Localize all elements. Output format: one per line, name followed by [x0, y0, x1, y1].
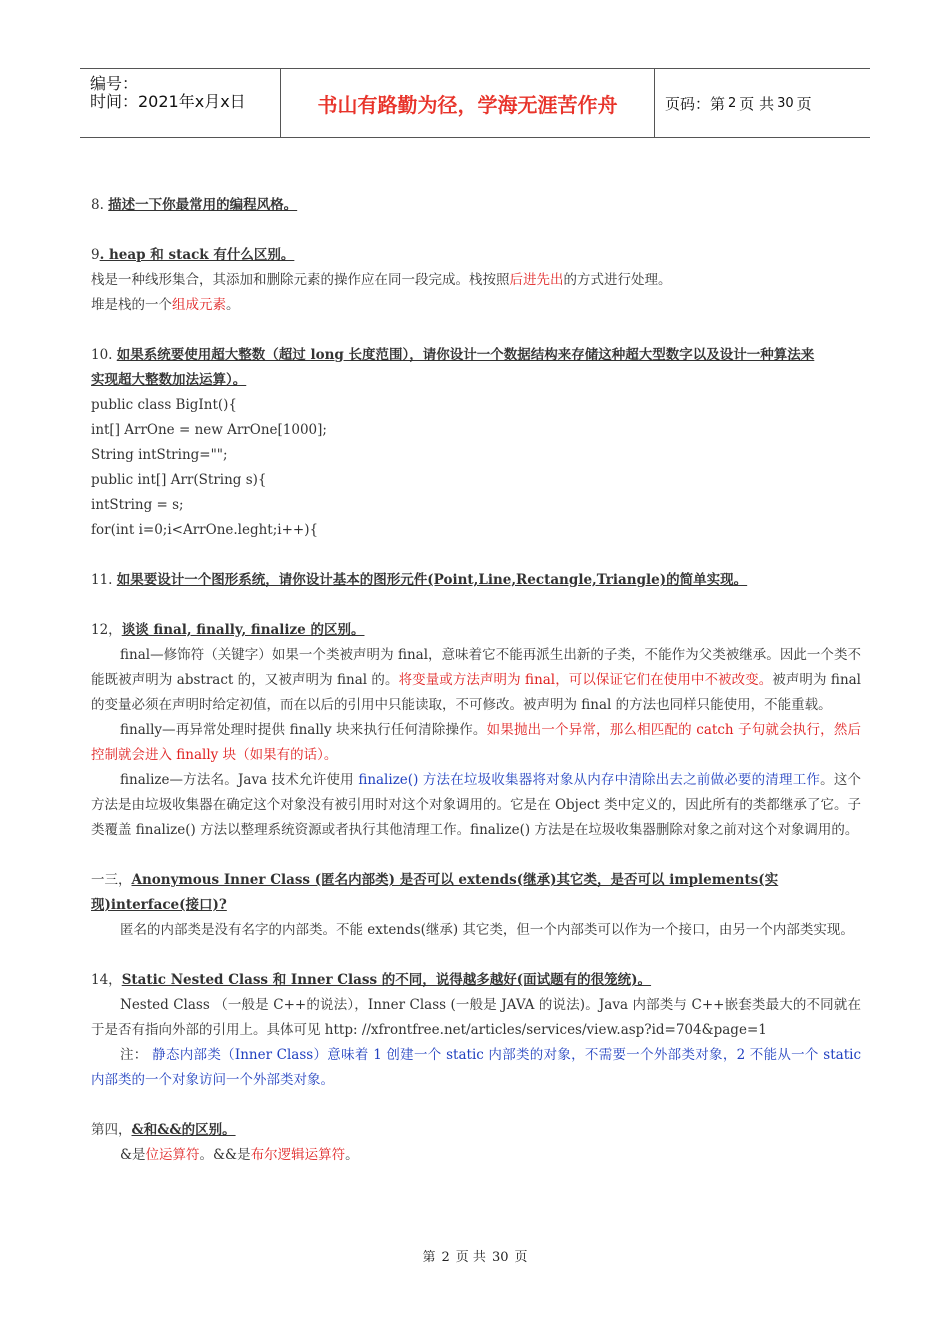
header-page-info	[655, 69, 870, 137]
page-mid: 页 共	[739, 94, 775, 113]
question-10-cont: 实现超大整数加法运算）。	[91, 372, 247, 388]
answer-13: 匿名的内部类是没有名字的内部类。不能 extends(继承) 其它类，但一个内部类可以作为一个接口，由另一个内部类实现。	[120, 922, 854, 938]
document-body	[91, 193, 861, 1168]
question-8: 8. 描述一下你最常用的编程风格。	[91, 197, 298, 213]
number-label: 编号：	[90, 74, 139, 93]
answer-9-line1: 栈是一种线形集合，其添加和删除元素的操作应在同一段完成。栈按照后进先出的方式进行处理。	[91, 272, 672, 288]
answer-12-finalize: finalize—方法名。Java 技术允许使用 finalize() 方法在垃圾收集器将对象从内存中清除出去之前做必要的清理工作。这个方法是由垃圾收集器在确定这个对象没有被引用时对这个对象调用的。它是在 Object 类中定义的，因此所有的类都继承了它。子类覆盖 finalize() 方法以整理系统资源或者执行其他清理工作。finalize() 方法是在垃圾收集器删除对象之前对这个对象调用的。	[91, 772, 862, 838]
question-9: 9. heap 和 stack 有什么区别。	[91, 247, 295, 263]
answer-12-finally: finally—再异常处理时提供 finally 块来执行任何清除操作。如果抛出一个异常，那么相匹配的 catch 子句就会执行，然后控制就会进入 finally 块（如果有的话）。	[91, 722, 861, 763]
code-line: public class BigInt(){	[91, 397, 237, 413]
question-4: 第四，&和&&的区别。	[91, 1122, 236, 1138]
page-footer: 第 2 页 共 30 页	[422, 1250, 528, 1265]
question-14: 14，Static Nested Class 和 Inner Class 的不同，说得越多越好(面试题有的很笼统)。	[91, 972, 652, 988]
answer-12-final: final—修饰符（关键字）如果一个类被声明为 final，意味着它不能再派生出新的子类，不能作为父类被继承。因此一个类不能既被声明为 abstract 的，又被声明为 final 的。将变量或方法声明为 final，可以保证它们在使用中不被改变。被声明为 final 的变量必须在声明时给定初值，而在以后的引用中只能读取，不可修改。被声明为 final 的方法也同样只能使用，不能重载。	[91, 647, 861, 713]
header-meta	[80, 69, 281, 137]
question-12: 12，谈谈 final, finally, finalize 的区别。	[91, 622, 365, 638]
question-11: 11. 如果要设计一个图形系统，请你设计基本的图形元件(Point,Line,Rectangle,Triangle)的简单实现。	[91, 572, 748, 588]
answer-14-note: 注： 静态内部类（Inner Class）意味着 1 创建一个 static 内部类的对象，不需要一个外部类对象，2 不能从一个 static 内部类的一个对象访问一个外部类对象。	[91, 1047, 862, 1088]
header-motto: 书山有路勤为径，学海无涯苦作舟	[281, 69, 655, 137]
page-number: 2	[728, 95, 737, 111]
page-end: 页	[796, 94, 812, 113]
page-total: 30	[777, 95, 794, 111]
answer-4: &是位运算符。&&是布尔逻辑运算符。	[120, 1147, 359, 1163]
code-line: String intString="";	[91, 447, 228, 463]
answer-14: Nested Class （一般是 C++的说法），Inner Class (一般是 JAVA 的说法)。Java 内部类与 C++嵌套类最大的不同就在于是否有指向外部的引用上。具体可见 http: //xfrontfree.net/articles/services/view.asp?id=704&page=1	[91, 997, 861, 1038]
code-line: intString = s;	[91, 497, 184, 513]
question-10: 10. 如果系统要使用超大整数（超过 long 长度范围），请你设计一个数据结构来存储这种超大型数字以及设计一种算法来	[91, 347, 815, 363]
page-label: 页码：第	[665, 94, 726, 113]
code-line: for(int i=0;i<ArrOne.leght;i++){	[91, 522, 319, 538]
document-header	[80, 68, 870, 138]
code-line: public int[] Arr(String s){	[91, 472, 267, 488]
answer-9-line2: 堆是栈的一个组成元素。	[91, 297, 240, 313]
code-line: int[] ArrOne = new ArrOne[1000];	[91, 422, 327, 438]
question-13: 一三，Anonymous Inner Class (匿名内部类) 是否可以 extends(继承)其它类，是否可以 implements(实现)interface(接口)?	[91, 872, 779, 913]
date-label: 时间：2021年x月x日	[90, 92, 246, 111]
